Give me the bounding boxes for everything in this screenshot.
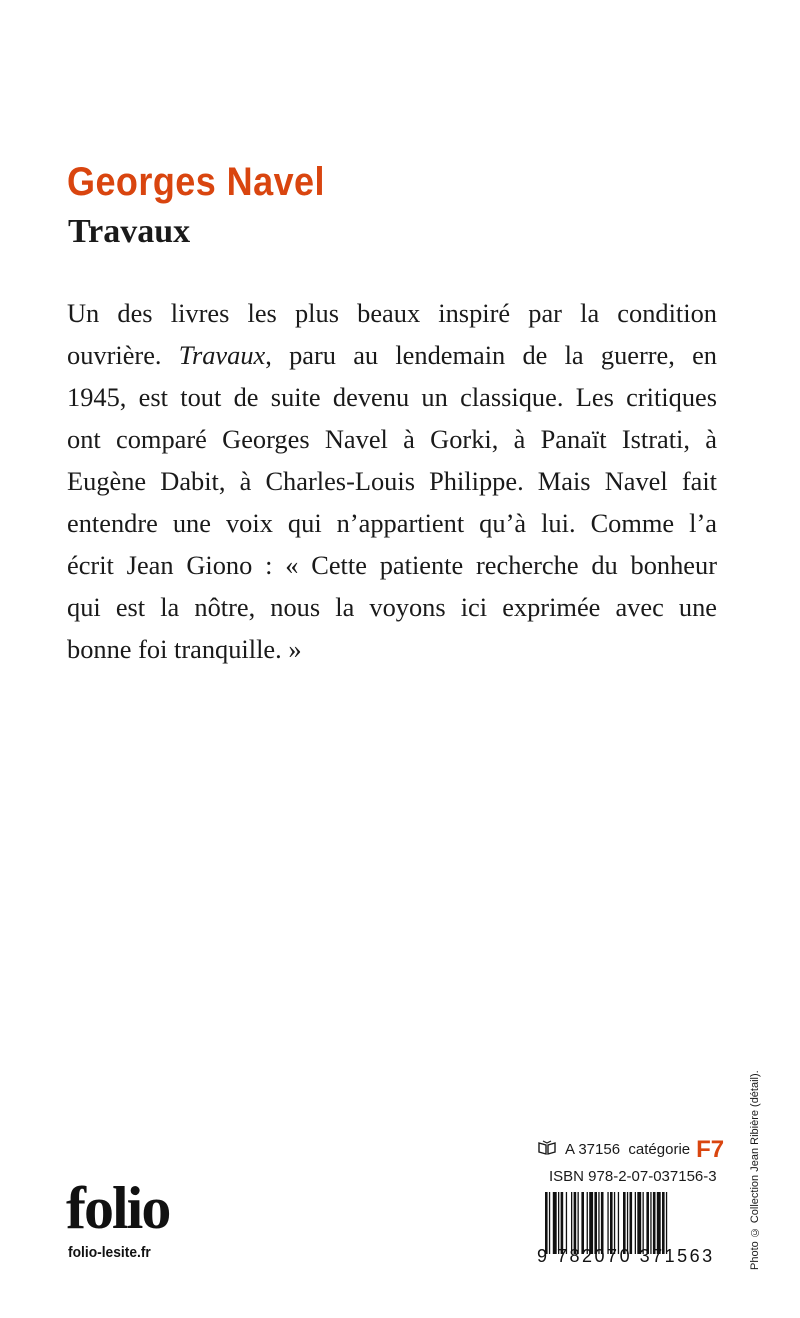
barcode-bar	[549, 1192, 550, 1254]
barcode-bar	[653, 1192, 656, 1254]
barcode-bar	[561, 1192, 564, 1254]
category-label: catégorie	[628, 1141, 691, 1158]
blurb-line: 1945, est tout de suite devenu un classique. Les critiques	[67, 382, 717, 412]
barcode-bar	[646, 1192, 649, 1254]
barcode-bar	[571, 1192, 572, 1254]
blurb-line: Un des livres les plus beaux inspiré par la condition	[67, 298, 717, 328]
isbn: ISBN 978-2-07-037156-3	[549, 1168, 717, 1185]
barcode-bar	[666, 1192, 667, 1254]
blurb-line	[67, 334, 717, 376]
blurb-italic-title: Travaux	[178, 340, 266, 370]
barcode	[545, 1192, 721, 1254]
barcode-bar	[623, 1192, 626, 1254]
publisher-website: folio-lesite.fr	[68, 1244, 151, 1261]
barcode-bar	[545, 1192, 548, 1254]
barcode-bar	[558, 1192, 559, 1254]
catalog-line	[537, 1136, 724, 1164]
back-cover-blurb	[67, 292, 717, 670]
barcode-bar	[614, 1192, 615, 1254]
book-title: Travaux	[68, 213, 191, 250]
blurb-line: Eugène Dabit, à Charles-Louis Philippe. Mais Navel fait	[67, 466, 717, 496]
barcode-bar	[594, 1192, 597, 1254]
barcode-bar	[610, 1192, 613, 1254]
barcode-bar	[635, 1192, 636, 1254]
catalog-code: A 37156	[565, 1141, 621, 1158]
category-code: F7	[696, 1136, 725, 1163]
barcode-bar	[618, 1192, 619, 1254]
blurb-line: bonne foi tranquille. »	[67, 634, 302, 664]
barcode-bar	[578, 1192, 579, 1254]
barcode-bar	[601, 1192, 604, 1254]
photo-credit: Photo © Collection Jean Ribière (détail).	[749, 1070, 761, 1270]
barcode-bar	[650, 1192, 651, 1254]
barcode-bar	[566, 1192, 567, 1254]
barcode-bar	[643, 1192, 644, 1254]
barcode-bar	[589, 1192, 593, 1254]
author-name: Georges Navel	[67, 160, 325, 204]
barcode-bar	[607, 1192, 608, 1254]
blurb-line: qui est la nôtre, nous la voyons ici exprimée avec une	[67, 592, 717, 622]
barcode-bar	[587, 1192, 588, 1254]
blurb-line: écrit Jean Giono : « Cette patiente recherche du bonheur	[67, 550, 717, 580]
blurb-text: , paru au lendemain de la guerre, en	[265, 340, 717, 370]
barcode-bar	[627, 1192, 628, 1254]
barcode-bar	[662, 1192, 665, 1254]
folio-logo: folio	[66, 1175, 170, 1241]
barcode-bar	[553, 1192, 557, 1254]
open-book-icon	[537, 1140, 557, 1156]
blurb-text: ouvrière.	[67, 340, 179, 370]
product-codes	[537, 1128, 725, 1268]
barcode-bar	[581, 1192, 584, 1254]
barcode-digits: 9 782070 371563	[537, 1246, 715, 1266]
barcode-bar	[637, 1192, 641, 1254]
barcode-bar	[657, 1192, 661, 1254]
barcode-bar	[630, 1192, 633, 1254]
blurb-line: ont comparé Georges Navel à Gorki, à Panaït Istrati, à	[67, 424, 717, 454]
blurb-line: entendre une voix qui n’appartient qu’à lui. Comme l’a	[67, 508, 717, 538]
barcode-bar	[574, 1192, 577, 1254]
barcode-bar	[598, 1192, 599, 1254]
